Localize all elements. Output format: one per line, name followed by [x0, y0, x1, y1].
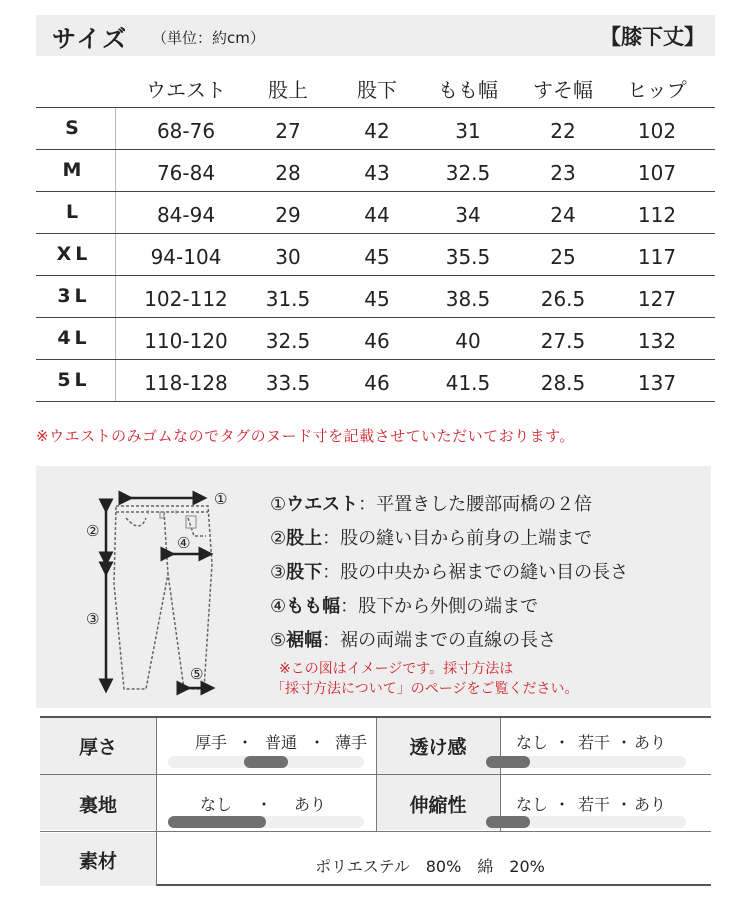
- table-cell: 68-76: [156, 119, 216, 143]
- marker-2: ②: [86, 522, 100, 540]
- size-table: [36, 66, 715, 402]
- table-cell: 132: [637, 329, 677, 353]
- table-cell: 118-128: [144, 371, 228, 395]
- table-cell: 38.5: [445, 287, 491, 311]
- table-cell: 28.5: [540, 371, 586, 395]
- thickness-slider-knob: [244, 756, 288, 768]
- definition-hem: ⑤裾幅：裾の両端までの直線の長さ: [270, 630, 557, 651]
- measurement-diagram: [36, 466, 711, 708]
- table-cell: 28: [275, 161, 301, 185]
- table-cell: 102: [637, 119, 677, 143]
- table-cell: 27.5: [540, 329, 586, 353]
- table-cell: 46: [364, 371, 390, 395]
- table-cell: 22: [550, 119, 576, 143]
- table-cell: 76-84: [156, 161, 216, 185]
- table-cell: 44: [364, 203, 390, 227]
- table-row: [36, 192, 715, 234]
- definition-waist: ①ウエスト：平置きした腰部両橋の２倍: [270, 494, 593, 515]
- column-header-waist: ウエスト: [146, 78, 226, 102]
- table-row: [36, 108, 715, 150]
- table-cell: 33.5: [265, 371, 311, 395]
- transparency-label: 透け感: [409, 736, 467, 759]
- table-cell: 45: [364, 245, 390, 269]
- table-cell: 43: [364, 161, 390, 185]
- page-title: サイズ: [52, 25, 129, 53]
- table-cell: 40: [455, 329, 481, 353]
- marker-4: ④: [177, 534, 191, 552]
- table-cell: 31: [455, 119, 481, 143]
- table-cell: 27: [275, 119, 301, 143]
- size-header: [36, 15, 715, 56]
- table-cell: 34: [455, 203, 481, 227]
- table-cell: 112: [637, 203, 677, 227]
- column-header-inseam: 股下: [357, 78, 397, 102]
- table-row: [36, 276, 715, 318]
- size-label: L: [65, 201, 83, 223]
- table-cell: 41.5: [445, 371, 491, 395]
- marker-3: ③: [86, 610, 100, 628]
- table-cell: 94-104: [150, 245, 222, 269]
- table-cell: 110-120: [144, 329, 228, 353]
- stretch-label: 伸縮性: [409, 794, 467, 817]
- table-cell: 137: [637, 371, 677, 395]
- table-cell: 84-94: [156, 203, 216, 227]
- table-cell: 25: [550, 245, 576, 269]
- table-row: [36, 150, 715, 192]
- size-label: M: [62, 159, 86, 181]
- table-row: [36, 234, 715, 276]
- table-cell: 30: [275, 245, 301, 269]
- marker-1: ①: [214, 490, 228, 508]
- column-header-rise: 股上: [268, 78, 308, 102]
- column-header-hip: ヒップ: [627, 78, 687, 102]
- table-cell: 42: [364, 119, 390, 143]
- definition-rise: ②股上：股の縫い目から前身の上端まで: [270, 528, 593, 549]
- lining-slider-knob: [168, 816, 266, 828]
- material-label: 素材: [78, 850, 118, 873]
- length-type-label: 【膝下丈】: [600, 25, 705, 49]
- size-label: S: [65, 117, 83, 139]
- table-cell: 46: [364, 329, 390, 353]
- table-cell: 117: [637, 245, 677, 269]
- table-row: [36, 318, 715, 360]
- table-cell: 35.5: [445, 245, 491, 269]
- size-label: 5L: [57, 369, 91, 391]
- table-cell: 23: [550, 161, 576, 185]
- pants-illustration: [76, 474, 256, 704]
- table-cell: 32.5: [445, 161, 491, 185]
- table-row: [36, 360, 715, 402]
- column-header-thigh: もも幅: [438, 78, 498, 102]
- table-cell: 29: [275, 203, 301, 227]
- table-cell: 24: [550, 203, 576, 227]
- table-cell: 107: [637, 161, 677, 185]
- table-cell: 32.5: [265, 329, 311, 353]
- column-header-hem: すそ幅: [533, 78, 593, 102]
- thickness-label: 厚さ: [78, 736, 118, 759]
- unit-label: （単位：約cm）: [152, 29, 265, 47]
- size-label: 3L: [57, 285, 91, 307]
- stretch-slider-knob: [486, 816, 530, 828]
- diagram-note-line2: 「採寸方法について」のページをご覧ください。: [271, 681, 579, 697]
- transparency-slider-knob: [486, 756, 530, 768]
- definition-thigh: ④もも幅：股下から外側の端まで: [270, 596, 539, 617]
- size-label: XL: [56, 243, 92, 265]
- table-cell: 31.5: [265, 287, 311, 311]
- fabric-attribute-table: 厚さ 厚手 ・ 普通 ・ 薄手 透け感 なし ・ 若干 ・ あり 裏地 なし ・ あり 伸縮性 なし ・ 若干 ・ あり 素材 ポリエステル 80% 綿 20%: [40, 716, 711, 886]
- lining-label: 裏地: [78, 794, 118, 817]
- table-cell: 127: [637, 287, 677, 311]
- table-cell: 26.5: [540, 287, 586, 311]
- size-label: 4L: [57, 327, 91, 349]
- diagram-note-line1: ※この図はイメージです。採寸方法は: [279, 661, 514, 677]
- marker-5: ⑤: [190, 665, 204, 683]
- definition-inseam: ③股下：股の中央から裾までの縫い目の長さ: [270, 562, 629, 583]
- material-value: ポリエステル 80% 綿 20%: [315, 857, 545, 876]
- elastic-waist-notice: ※ウエストのみゴムなのでタグのヌード寸を記載させていただいております。: [36, 427, 575, 445]
- table-cell: 102-112: [144, 287, 228, 311]
- table-header-row: [36, 66, 715, 108]
- table-cell: 45: [364, 287, 390, 311]
